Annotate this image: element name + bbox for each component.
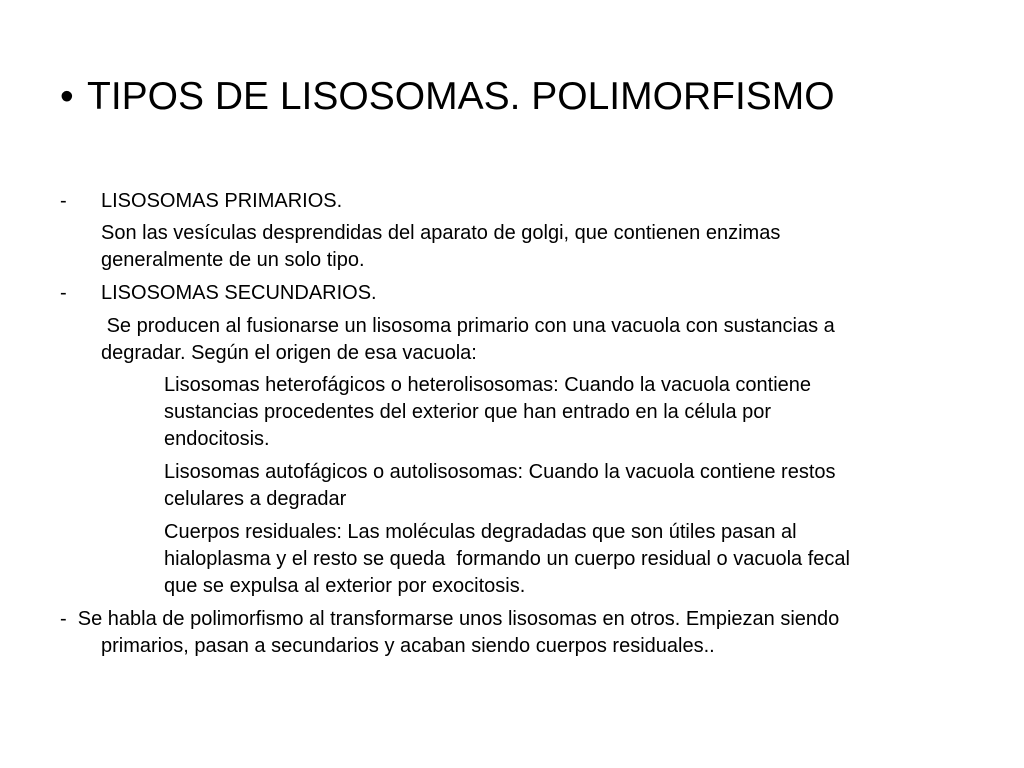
primary-desc-line-2: generalmente de un solo tipo.	[101, 249, 365, 271]
secondary-desc-line-1: Se producen al fusionarse un lisosoma primario con una vacuola con sustancias a	[101, 315, 835, 337]
polymorphism-line-1: - Se habla de polimorfismo al transformarse unos lisosomas en otros. Empiezan siendo	[60, 608, 840, 630]
primary-heading: LISOSOMAS PRIMARIOS.	[101, 190, 343, 212]
residual-line-1: Cuerpos residuales: Las moléculas degradadas que son útiles pasan al	[164, 521, 797, 543]
hetero-line-2: sustancias procedentes del exterior que han entrado en la célula por	[164, 401, 772, 423]
primary-desc-line-1: Son las vesículas desprendidas del aparato de golgi, que contienen enzimas	[101, 222, 781, 244]
slide-title	[60, 72, 835, 122]
hetero-line-3: endocitosis.	[164, 428, 270, 450]
dash-secondary: -	[60, 282, 67, 304]
residual-line-2: hialoplasma y el resto se queda formando un cuerpo residual o vacuola fecal	[164, 548, 850, 570]
polymorphism-line-2: primarios, pasan a secundarios y acaban siendo cuerpos residuales..	[101, 635, 715, 657]
dash-primary: -	[60, 190, 67, 212]
auto-line-2: celulares a degradar	[164, 488, 347, 510]
secondary-heading: LISOSOMAS SECUNDARIOS.	[101, 282, 377, 304]
residual-line-3: que se expulsa al exterior por exocitosis.	[164, 575, 526, 597]
title-bullet: •	[60, 75, 74, 118]
hetero-line-1: Lisosomas heterofágicos o heterolisosomas: Cuando la vacuola contiene	[164, 374, 812, 396]
auto-line-1: Lisosomas autofágicos o autolisosomas: Cuando la vacuola contiene restos	[164, 461, 836, 483]
title-text: TIPOS DE LISOSOMAS. POLIMORFISMO	[87, 75, 835, 118]
secondary-desc-line-2: degradar. Según el origen de esa vacuola:	[101, 342, 477, 364]
